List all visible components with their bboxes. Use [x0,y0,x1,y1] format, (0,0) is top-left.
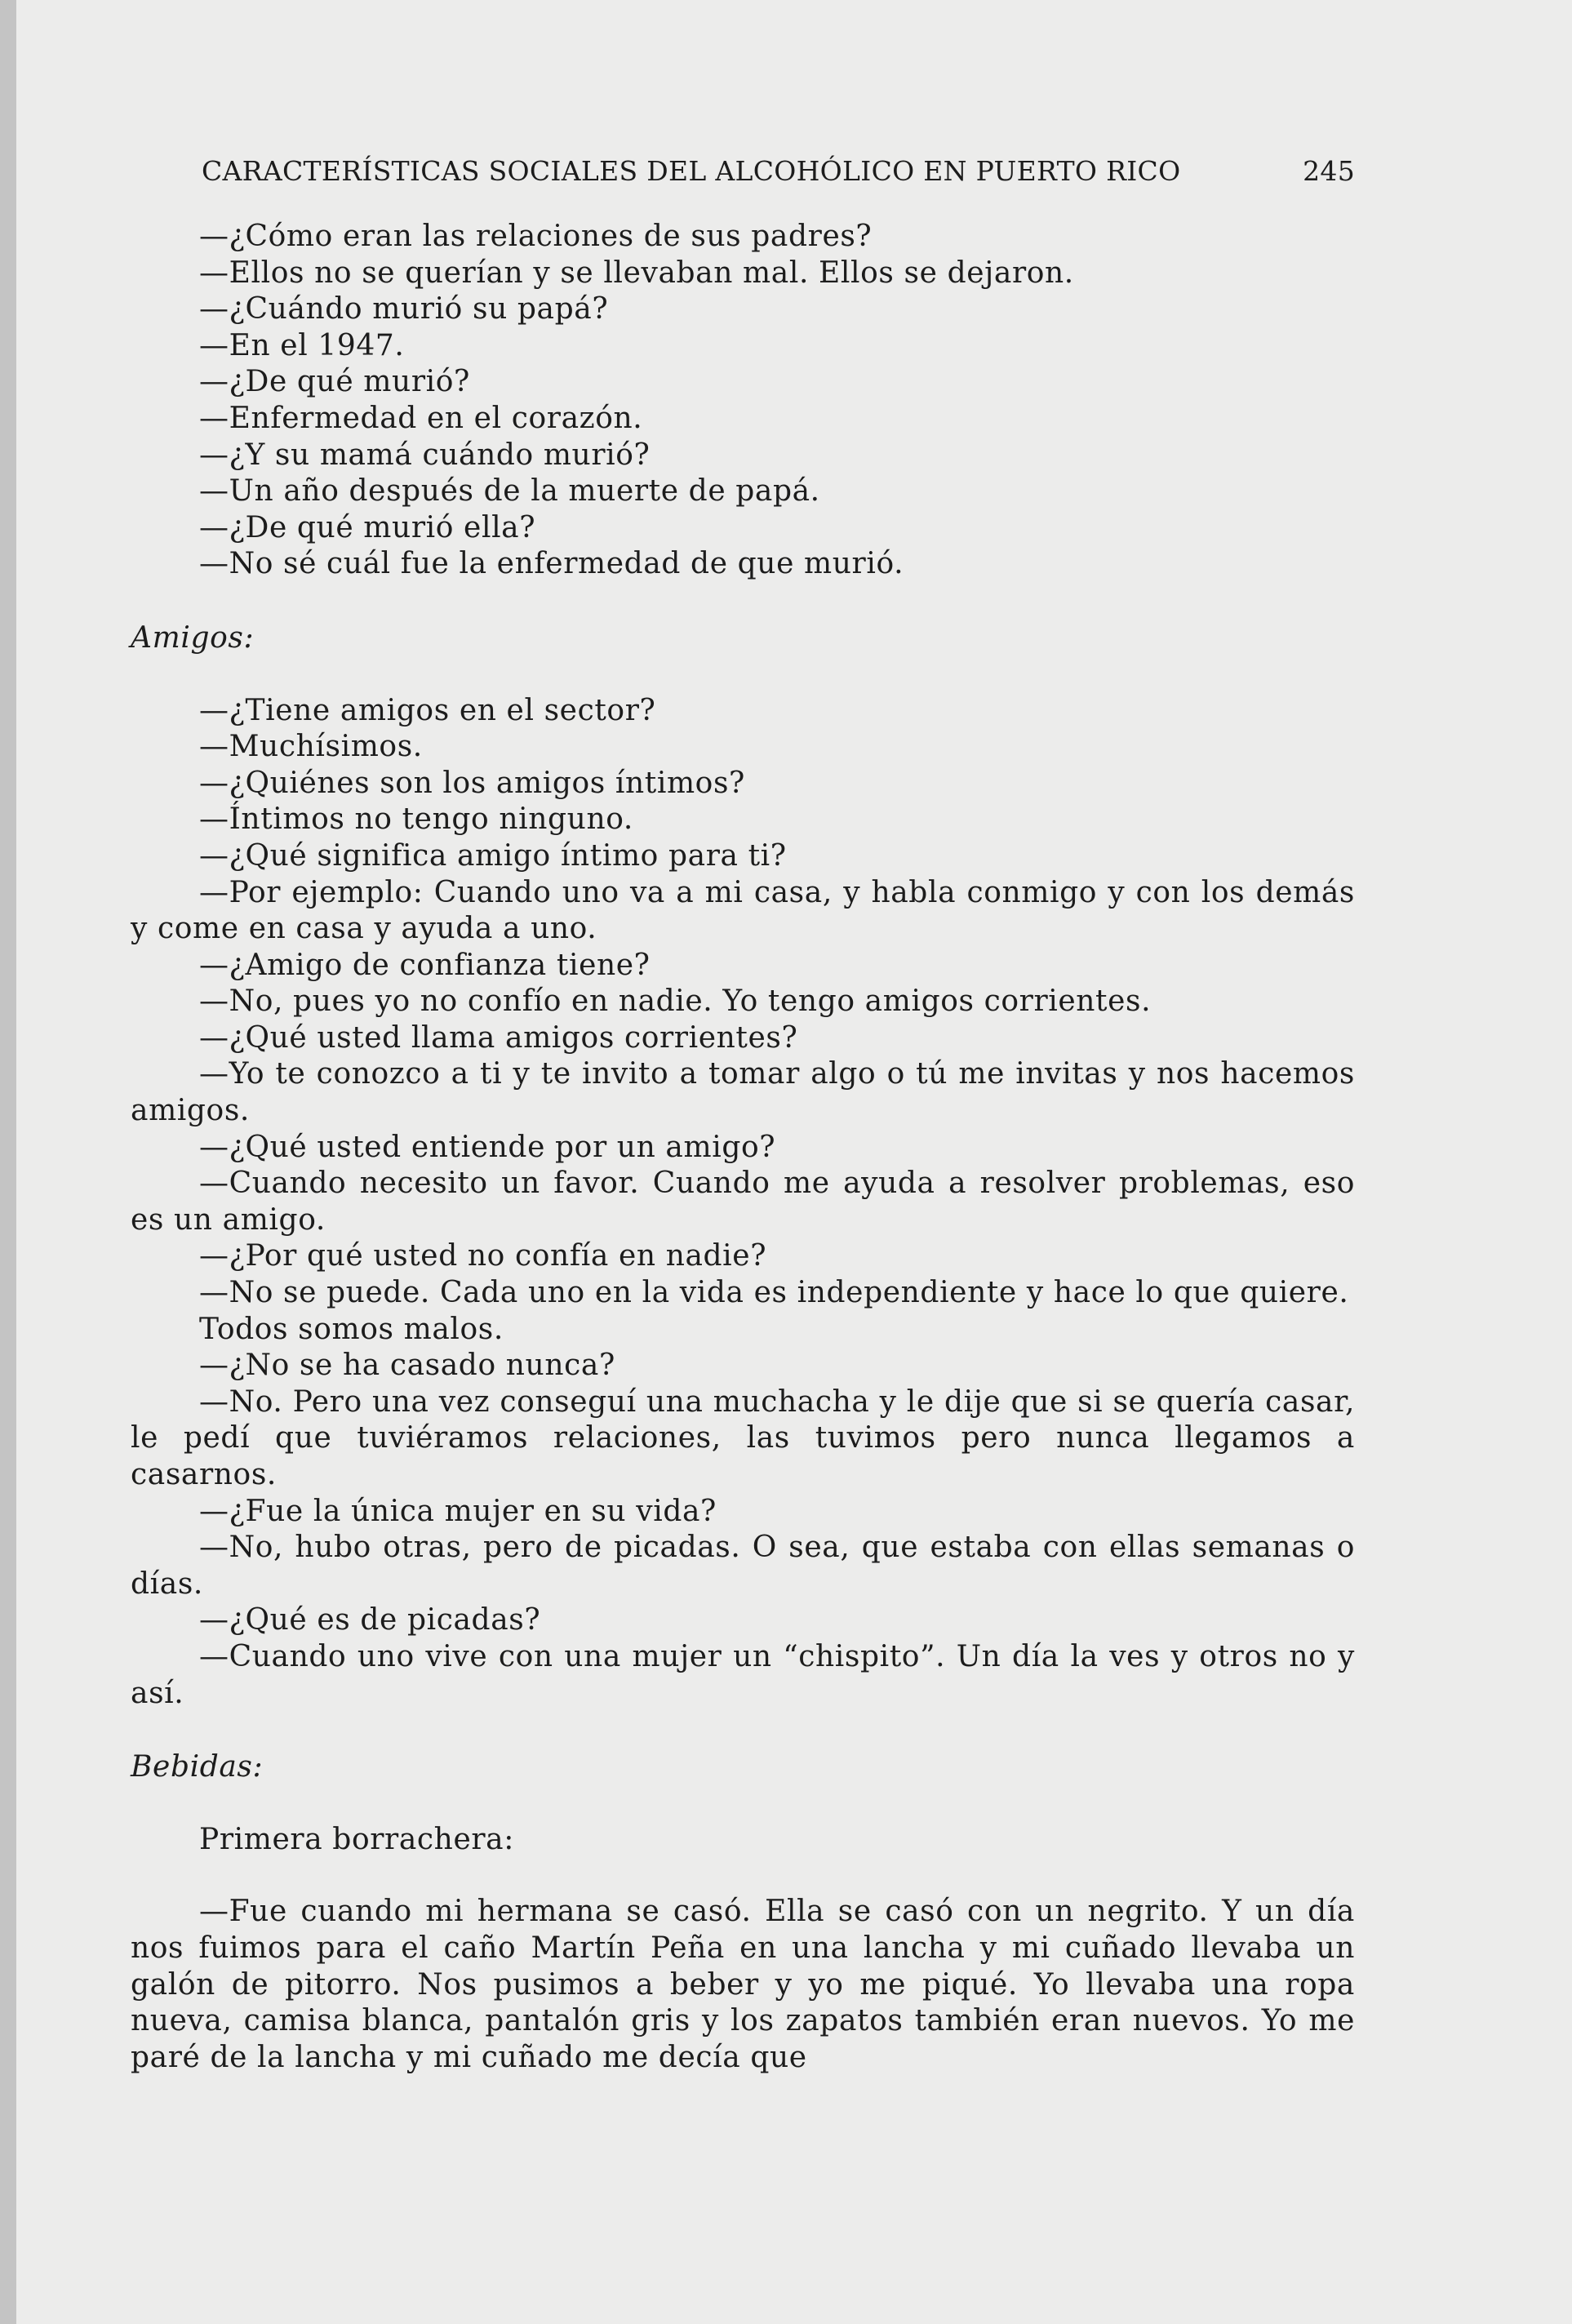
dialogue-line: —No. Pero una vez conseguí una muchacha y le dije que si se quería casar, le pedí que tuviéramos relaciones, las tuvimos pero nunca llegamos a casarnos. [131,1384,1355,1491]
dialogue-line: —Cuando necesito un favor. Cuando me ayuda a resolver problemas, eso es un amigo. [131,1166,1355,1237]
dialogue-line: —No se puede. Cada uno en la vida es independiente y hace lo que quiere. [199,1276,1349,1310]
dialogue-line: —¿De qué murió ella? [199,510,536,544]
family-dialogue [131,219,1355,583]
dialogue-line: —Cuando uno vive con una mujer un “chispito”. Un día la ves y otros no y así. [131,1639,1355,1710]
dialogue-line: —¿Quiénes son los amigos íntimos? [199,766,745,800]
dialogue-line: —¿Cuándo murió su papá? [199,292,609,327]
dialogue-line: —¿De qué murió? [199,365,470,399]
dialogue-line: —Yo te conozco a ti y te invito a tomar algo o tú me invitas y nos hacemos amigos. [131,1057,1355,1128]
dialogue-line: —¿Fue la única mujer en su vida? [199,1494,717,1528]
running-head-title: CARACTERÍSTICAS SOCIALES DEL ALCOHÓLICO EN PUERTO RICO [202,155,1181,187]
dialogue-line: —Un año después de la muerte de papá. [199,474,820,509]
dialogue-line: —Enfermedad en el corazón. [199,401,643,435]
page-number: 245 [1303,155,1355,187]
dialogue-line: —¿Y su mamá cuándo murió? [199,438,651,472]
dialogue-line: —¿No se ha casado nunca? [199,1349,615,1383]
dialogue-line: —¿Por qué usted no confía en nadie? [199,1239,767,1273]
bebidas-paragraph: —Fue cuando mi hermana se casó. Ella se casó con un negrito. Y un día nos fuimos para el caño Martín Peña en una lancha y mi cuñado llevaba un galón de pitorro. Nos pusimos a beber y yo me piqué. Yo llevaba una ropa nueva, camisa blanca, pantalón gris y los zapatos también eran nuevos. Yo me paré de la lancha y mi cuñado me decía que [131,1895,1355,2074]
scan-gutter [0,0,16,2324]
dialogue-line: Todos somos malos. [199,1312,504,1346]
dialogue-line: —¿Qué significa amigo íntimo para ti? [199,838,787,873]
body-text [131,219,1355,2076]
dialogue-line: —¿Qué usted entiende por un amigo? [199,1130,776,1164]
dialogue-line: —En el 1947. [199,328,405,362]
dialogue-line: —¿Cómo eran las relaciones de sus padres? [199,220,873,253]
subheading-primera-borrachera: Primera borrachera: [199,1822,514,1856]
dialogue-line: —No sé cuál fue la enfermedad de que murió. [199,547,904,581]
amigos-dialogue [131,693,1355,1713]
dialogue-line: —¿Qué usted llama amigos corrientes? [199,1020,798,1055]
section-heading-bebidas: Bebidas: [131,1750,264,1784]
dialogue-line: —¿Tiene amigos en el sector? [199,693,656,727]
dialogue-line: —Ellos no se querían y se llevaban mal. Ellos se dejaron. [199,256,1074,290]
dialogue-line: —¿Qué es de picadas? [199,1603,541,1637]
dialogue-line: —No, pues yo no confío en nadie. Yo tengo amigos corrientes. [199,984,1152,1019]
dialogue-line: —Por ejemplo: Cuando uno va a mi casa, y habla conmigo y con los demás y come en casa y ayuda a uno. [131,875,1355,946]
dialogue-line: —No, hubo otras, pero de picadas. O sea, que estaba con ellas semanas o días. [131,1531,1355,1601]
dialogue-line: —Íntimos no tengo ninguno. [199,802,633,837]
dialogue-line: —Muchísimos. [199,730,423,764]
section-heading-amigos: Amigos: [131,620,255,655]
running-head [202,155,1355,187]
dialogue-line: —¿Amigo de confianza tiene? [199,948,651,982]
